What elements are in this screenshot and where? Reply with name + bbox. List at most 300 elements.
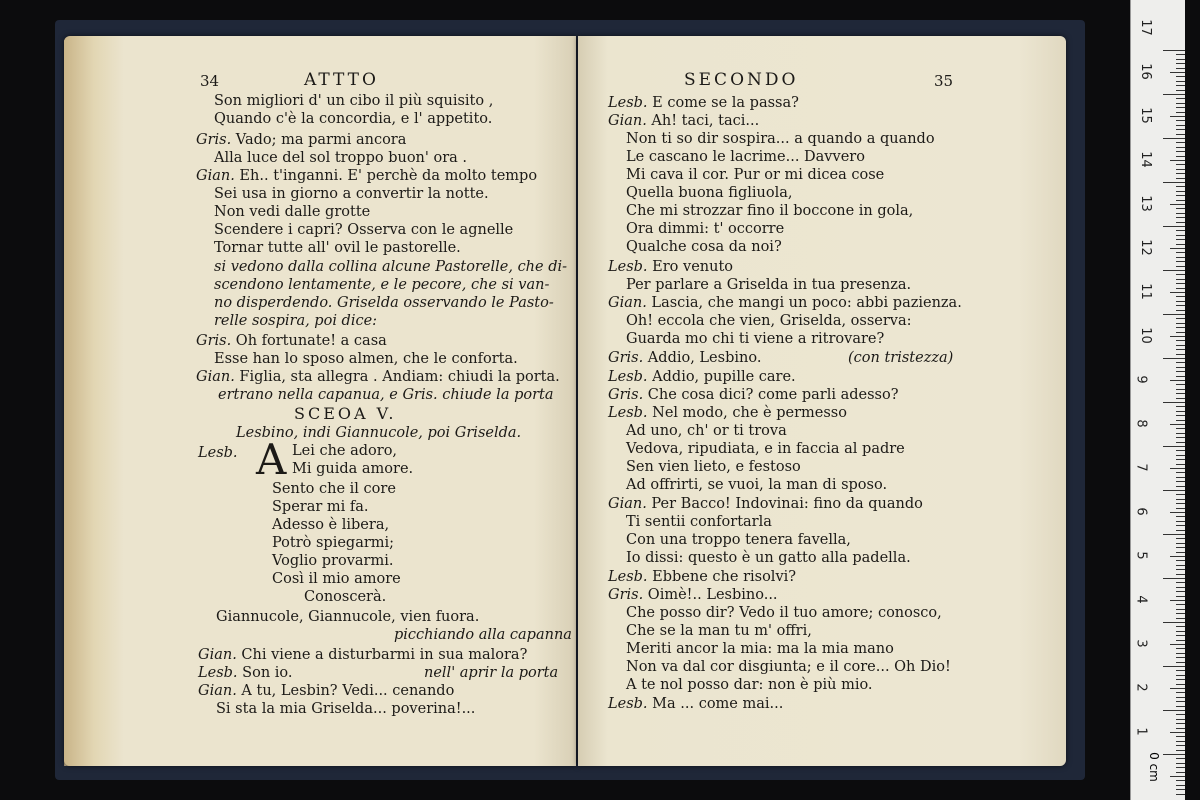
- stage-direction: scendono lentamente, e le pecore, che si van-: [214, 277, 550, 293]
- dialogue-line: [608, 495, 923, 513]
- ruler-tick: [1176, 657, 1185, 658]
- ruler-tick: [1176, 596, 1185, 597]
- ruler-tick: [1176, 789, 1185, 790]
- ruler-tick: [1176, 631, 1185, 632]
- ruler-tick: [1176, 274, 1185, 275]
- verse-line: Con una troppo tenera favella,: [626, 532, 851, 548]
- ruler-tick: [1176, 719, 1185, 720]
- ruler-tick: [1176, 714, 1185, 715]
- speaker-label-lesb: Lesb.: [198, 445, 238, 461]
- ruler-number: 17: [1137, 19, 1153, 36]
- ruler-tick: [1176, 692, 1185, 693]
- ruler-tick: [1176, 569, 1185, 570]
- ruler-tick: [1163, 402, 1185, 403]
- ruler-tick: [1176, 574, 1185, 575]
- ruler-tick: [1176, 763, 1185, 764]
- ruler-tick: [1176, 697, 1185, 698]
- ruler-tick: [1176, 701, 1185, 702]
- ruler-tick: [1163, 490, 1185, 491]
- ruler-tick: [1176, 371, 1185, 372]
- speaker-label: Gris.: [608, 350, 644, 366]
- ruler-tick: [1176, 525, 1185, 526]
- scene-characters: Lesbino, indi Giannucole, poi Griselda.: [236, 425, 522, 441]
- dialogue-line: [608, 404, 847, 422]
- verse-line: Lei che adoro,: [292, 443, 398, 459]
- ruler-tick: [1176, 310, 1185, 311]
- speaker-label: Gris.: [196, 333, 232, 349]
- page-number-left: 34: [200, 72, 220, 90]
- ruler-tick: [1176, 349, 1185, 350]
- verse-line: Io dissi: questo è un gatto alla padella.: [626, 550, 911, 566]
- ruler-tick: [1176, 433, 1185, 434]
- ruler-tick: [1176, 785, 1185, 786]
- ruler-unit-label: 0 cm: [1146, 752, 1161, 782]
- left-page: [64, 36, 576, 766]
- ruler-tick: [1176, 538, 1185, 539]
- speaker-label: Lesb.: [608, 259, 648, 275]
- ruler-tick: [1176, 213, 1185, 214]
- ruler-tick: [1170, 204, 1185, 205]
- ruler-tick: [1176, 780, 1185, 781]
- dialogue-line: [608, 586, 778, 604]
- speech-text: Vado; ma parmi ancora: [231, 132, 407, 148]
- dialogue-line: [608, 349, 761, 367]
- speech-text: Addio, pupille care.: [647, 369, 796, 385]
- ruler-tick: [1176, 459, 1185, 460]
- dialogue-line: [196, 332, 387, 350]
- speech-text: Ma ... come mai...: [647, 696, 784, 712]
- ruler-number: 2: [1133, 683, 1149, 692]
- ruler-tick: [1176, 164, 1185, 165]
- ruler-tick: [1176, 156, 1185, 157]
- ruler-tick: [1176, 98, 1185, 99]
- ruler-tick: [1176, 376, 1185, 377]
- ruler-tick: [1176, 318, 1185, 319]
- speech-text: Eh.. t'inganni. E' perchè da molto tempo: [234, 168, 538, 184]
- speech-text: Ebbene che risolvi?: [647, 569, 797, 585]
- verse-line: Son migliori d' un cibo il più squisito ,: [214, 93, 494, 109]
- dialogue-line: [608, 568, 796, 586]
- verse-line: Ad uno, ch' or ti trova: [626, 423, 787, 439]
- ruler-tick: [1170, 644, 1185, 645]
- dialogue-line: [198, 682, 454, 700]
- speaker-label: Gian.: [608, 113, 647, 129]
- ruler-tick: [1163, 578, 1185, 579]
- speech-text: A tu, Lesbin? Vedi... cenando: [236, 683, 455, 699]
- ruler-number: 6: [1133, 507, 1149, 516]
- ruler-tick: [1176, 582, 1185, 583]
- verse-line: Alla luce del sol troppo buon' ora .: [214, 150, 468, 166]
- ruler-tick: [1176, 745, 1185, 746]
- page-number-right: 35: [934, 72, 954, 90]
- ruler-tick: [1176, 244, 1185, 245]
- drop-cap: A: [256, 435, 287, 484]
- ruler-tick: [1176, 565, 1185, 566]
- ruler-number: 4: [1133, 595, 1149, 604]
- verse-line: Oh! eccola che vien, Griselda, osserva:: [626, 313, 912, 329]
- verse-line: Le cascano le lacrime... Davvero: [626, 149, 865, 165]
- verse-line: A te nol posso dar: non è più mio.: [626, 677, 873, 693]
- speaker-label: Lesb.: [608, 369, 648, 385]
- verse-line: Potrò spiegarmi;: [272, 535, 395, 551]
- ruler-tick: [1176, 521, 1185, 522]
- ruler-tick: [1176, 340, 1185, 341]
- ruler-tick: [1176, 173, 1185, 174]
- ruler-tick: [1176, 591, 1185, 592]
- ruler-tick: [1176, 736, 1185, 737]
- verse-line: Sperar mi fa.: [272, 499, 369, 515]
- ruler-tick: [1176, 147, 1185, 148]
- verse-line: Scendere i capri? Osserva con le agnelle: [214, 222, 514, 238]
- ruler-tick: [1176, 464, 1185, 465]
- ruler-tick: [1163, 534, 1185, 535]
- ruler-number: 15: [1137, 107, 1153, 124]
- ruler-number: 9: [1133, 375, 1149, 384]
- ruler-tick: [1176, 54, 1185, 55]
- ruler-tick: [1176, 750, 1185, 751]
- ruler-tick: [1176, 257, 1185, 258]
- ruler-tick: [1176, 266, 1185, 267]
- ruler-tick: [1176, 415, 1185, 416]
- ruler-tick: [1176, 393, 1185, 394]
- ruler-tick: [1176, 723, 1185, 724]
- ruler-tick: [1176, 794, 1185, 795]
- ruler-number: 10: [1137, 327, 1153, 344]
- ruler-number: 11: [1137, 283, 1153, 300]
- dialogue-line: [608, 112, 759, 130]
- verse-line: Mi guida amore.: [292, 461, 414, 477]
- ruler-tick: [1176, 81, 1185, 82]
- speaker-label: Lesb.: [198, 665, 238, 681]
- verse-line: Che posso dir? Vedo il tuo amore; conosco,: [626, 605, 942, 621]
- verse-line: Sento che il core: [272, 481, 396, 497]
- verse-line: Non vedi dalle grotte: [214, 204, 371, 220]
- verse-line: Meriti ancor la mia: ma la mia mano: [626, 641, 894, 657]
- ruler-tick: [1176, 191, 1185, 192]
- verse-line: Sei usa in giorno a convertir la notte.: [214, 186, 489, 202]
- ruler-tick: [1176, 411, 1185, 412]
- verse-line: Ti sentii confortarla: [626, 514, 772, 530]
- ruler-tick: [1176, 560, 1185, 561]
- ruler-tick: [1176, 609, 1185, 610]
- ruler-tick: [1176, 200, 1185, 201]
- ruler-tick: [1176, 68, 1185, 69]
- ruler-number: 8: [1133, 419, 1149, 428]
- ruler-number: 12: [1137, 239, 1153, 256]
- ruler-number: 1: [1133, 727, 1149, 736]
- ruler-tick: [1163, 182, 1185, 183]
- ruler-tick: [1170, 72, 1185, 73]
- ruler-tick: [1170, 512, 1185, 513]
- speaker-label: Gian.: [198, 647, 237, 663]
- ruler-tick: [1163, 754, 1185, 755]
- ruler-tick: [1176, 450, 1185, 451]
- ruler-tick: [1176, 670, 1185, 671]
- ruler-tick: [1176, 618, 1185, 619]
- ruler-tick: [1176, 679, 1185, 680]
- ruler-tick: [1176, 772, 1185, 773]
- ruler-tick: [1176, 635, 1185, 636]
- ruler-tick: [1170, 292, 1185, 293]
- ruler-tick: [1176, 354, 1185, 355]
- speaker-label: Gian.: [608, 295, 647, 311]
- ruler-tick: [1176, 384, 1185, 385]
- ruler-tick: [1170, 600, 1185, 601]
- ruler-tick: [1176, 59, 1185, 60]
- ruler-number: 13: [1137, 195, 1153, 212]
- ruler-tick: [1176, 345, 1185, 346]
- ruler-tick: [1176, 728, 1185, 729]
- ruler-tick: [1176, 332, 1185, 333]
- ruler-tick: [1176, 758, 1185, 759]
- ruler-tick: [1176, 261, 1185, 262]
- dialogue-line: [608, 386, 898, 404]
- ruler-tick: [1176, 279, 1185, 280]
- ruler-tick: [1176, 684, 1185, 685]
- ruler-tick: [1170, 776, 1185, 777]
- stage-direction: picchiando alla capanna: [394, 627, 572, 643]
- ruler-tick: [1176, 741, 1185, 742]
- ruler-tick: [1176, 362, 1185, 363]
- ruler-tick: [1176, 230, 1185, 231]
- verse-line: Non va dal cor disgiunta; e il core... Oh Dio!: [626, 659, 951, 675]
- stage-direction: ertrano nella capanua, e Gris. chiude la porta: [218, 387, 554, 403]
- verse-line: Quando c'è la concordia, e l' appetito.: [214, 111, 493, 127]
- dialogue-line: [196, 131, 406, 149]
- speech-text: E come se la passa?: [647, 95, 799, 111]
- ruler-tick: [1176, 481, 1185, 482]
- ruler-tick: [1170, 732, 1185, 733]
- ruler-tick: [1163, 50, 1185, 51]
- ruler-tick: [1176, 129, 1185, 130]
- dialogue-line: [608, 695, 783, 713]
- speaker-label: Gris.: [196, 132, 232, 148]
- speaker-label: Lesb.: [608, 696, 648, 712]
- speaker-label: Lesb.: [608, 569, 648, 585]
- ruler-tick: [1176, 169, 1185, 170]
- verse-line: Ad offrirti, se vuoi, la man di sposo.: [626, 477, 888, 493]
- verse-line: Tornar tutte all' ovil le pastorelle.: [214, 240, 461, 256]
- ruler-tick: [1170, 468, 1185, 469]
- speech-text: Nel modo, che è permesso: [647, 405, 847, 421]
- ruler-tick: [1176, 437, 1185, 438]
- ruler-tick: [1163, 226, 1185, 227]
- ruler-tick: [1176, 305, 1185, 306]
- ruler-tick: [1176, 125, 1185, 126]
- verse-line: Che se la man tu m' offri,: [626, 623, 812, 639]
- ruler-tick: [1163, 666, 1185, 667]
- stage-direction: no disperdendo. Griselda osservando le Pasto-: [214, 295, 554, 311]
- speech-text: Ero venuto: [647, 259, 734, 275]
- ruler-tick: [1176, 112, 1185, 113]
- ruler-tick: [1170, 336, 1185, 337]
- ruler-tick: [1163, 446, 1185, 447]
- ruler-tick: [1163, 622, 1185, 623]
- speaker-label: Gian.: [196, 168, 235, 184]
- verse-line: Non ti so dir sospira... a quando a quando: [626, 131, 935, 147]
- verse-line: Mi cava il cor. Pur or mi dicea cose: [626, 167, 885, 183]
- ruler-tick: [1176, 103, 1185, 104]
- ruler-tick: [1176, 477, 1185, 478]
- ruler-tick: [1176, 640, 1185, 641]
- running-header-left: ATTTO: [304, 70, 379, 90]
- ruler-tick: [1176, 486, 1185, 487]
- ruler-tick: [1176, 613, 1185, 614]
- stage-direction: (con tristezza): [848, 350, 954, 366]
- ruler-tick: [1176, 323, 1185, 324]
- ruler-tick: [1170, 248, 1185, 249]
- verse-line: Per parlare a Griselda in tua presenza.: [626, 277, 912, 293]
- ruler-tick: [1176, 235, 1185, 236]
- ruler-number: 16: [1137, 63, 1153, 80]
- speech-text: Ah! taci, taci...: [646, 113, 760, 129]
- ruler-tick: [1170, 556, 1185, 557]
- ruler-tick: [1176, 195, 1185, 196]
- dialogue-line: [608, 368, 796, 386]
- ruler-tick: [1176, 516, 1185, 517]
- dialogue-line: [198, 646, 527, 664]
- ruler-tick: [1176, 151, 1185, 152]
- verse-line: Che mi strozzar fino il boccone in gola,: [626, 203, 914, 219]
- ruler-tick: [1176, 222, 1185, 223]
- ruler-tick: [1176, 327, 1185, 328]
- ruler-tick: [1176, 142, 1185, 143]
- ruler-tick: [1163, 710, 1185, 711]
- verse-line: Voglio provarmi.: [272, 553, 394, 569]
- ruler-tick: [1176, 239, 1185, 240]
- dialogue-line: [608, 258, 733, 276]
- ruler-tick: [1176, 76, 1185, 77]
- ruler-number: 14: [1137, 151, 1153, 168]
- ruler-tick: [1176, 288, 1185, 289]
- speaker-label: Lesb.: [608, 95, 648, 111]
- ruler-tick: [1176, 675, 1185, 676]
- ruler-tick: [1176, 85, 1185, 86]
- ruler-tick: [1176, 552, 1185, 553]
- ruler-tick: [1176, 120, 1185, 121]
- ruler-tick: [1176, 90, 1185, 91]
- verse-line: Conoscerà.: [304, 589, 387, 605]
- ruler-tick: [1176, 626, 1185, 627]
- verse-line: Giannucole, Giannucole, vien fuora.: [216, 609, 480, 625]
- stage-direction: relle sospira, poi dice:: [214, 313, 378, 329]
- speaker-label: Gris.: [608, 587, 644, 603]
- speech-text: Oimè!.. Lesbino...: [643, 587, 778, 603]
- speaker-label: Gian.: [608, 496, 647, 512]
- measuring-ruler: [1130, 0, 1185, 800]
- ruler-tick: [1176, 178, 1185, 179]
- ruler-tick: [1176, 706, 1185, 707]
- speech-text: Per Bacco! Indovinai: fino da quando: [646, 496, 923, 512]
- stage-direction: si vedono dalla collina alcune Pastorelle, che di-: [214, 259, 568, 275]
- ruler-tick: [1176, 442, 1185, 443]
- ruler-tick: [1176, 508, 1185, 509]
- ruler-tick: [1176, 767, 1185, 768]
- ruler-tick: [1170, 116, 1185, 117]
- ruler-tick: [1170, 688, 1185, 689]
- dialogue-line: [196, 368, 560, 386]
- ruler-tick: [1176, 543, 1185, 544]
- speech-text: Figlia, sta allegra . Andiam: chiudi la porta.: [234, 369, 560, 385]
- speaker-label: Gris.: [608, 387, 644, 403]
- ruler-tick: [1176, 296, 1185, 297]
- ruler-tick: [1176, 428, 1185, 429]
- ruler-tick: [1176, 301, 1185, 302]
- verse-line: Ora dimmi: t' occorre: [626, 221, 785, 237]
- ruler-tick: [1176, 389, 1185, 390]
- ruler-tick: [1176, 283, 1185, 284]
- speech-text: Son io.: [237, 665, 293, 681]
- verse-line: Esse han lo sposo almen, che le conforta.: [214, 351, 518, 367]
- verse-line: Quella buona figliuola,: [626, 185, 793, 201]
- ruler-tick: [1176, 107, 1185, 108]
- dialogue-line: [198, 664, 293, 682]
- speaker-label: Gian.: [196, 369, 235, 385]
- ruler-tick: [1163, 138, 1185, 139]
- verse-line: Vedova, ripudiata, e in faccia al padre: [626, 441, 905, 457]
- ruler-tick: [1176, 406, 1185, 407]
- ruler-tick: [1176, 367, 1185, 368]
- ruler-tick: [1176, 499, 1185, 500]
- speech-text: Addio, Lesbino.: [643, 350, 762, 366]
- ruler-tick: [1176, 503, 1185, 504]
- ruler-tick: [1163, 314, 1185, 315]
- ruler-tick: [1170, 160, 1185, 161]
- dialogue-line: [608, 94, 799, 112]
- ruler-tick: [1176, 420, 1185, 421]
- speech-text: Lascia, che mangi un poco: abbi pazienza.: [646, 295, 962, 311]
- ruler-tick: [1163, 270, 1185, 271]
- speech-text: Chi viene a disturbarmi in sua malora?: [236, 647, 528, 663]
- verse-line: Si sta la mia Griselda... poverina!...: [216, 701, 476, 717]
- verse-line: Qualche cosa da noi?: [626, 239, 782, 255]
- ruler-tick: [1170, 380, 1185, 381]
- dialogue-line: [196, 167, 537, 185]
- speaker-label: Lesb.: [608, 405, 648, 421]
- ruler-tick: [1163, 94, 1185, 95]
- ruler-tick: [1163, 358, 1185, 359]
- scene-heading: SCEOA V.: [294, 404, 397, 423]
- ruler-tick: [1176, 662, 1185, 663]
- speaker-label: Gian.: [198, 683, 237, 699]
- ruler-tick: [1176, 134, 1185, 135]
- ruler-number: 3: [1133, 639, 1149, 648]
- ruler-tick: [1176, 208, 1185, 209]
- ruler-number: 5: [1133, 551, 1149, 560]
- ruler-tick: [1176, 455, 1185, 456]
- ruler-tick: [1176, 63, 1185, 64]
- ruler-tick: [1176, 653, 1185, 654]
- verse-line: Sen vien lieto, e festoso: [626, 459, 801, 475]
- verse-line: Guarda mo chi ti viene a ritrovare?: [626, 331, 885, 347]
- ruler-tick: [1176, 530, 1185, 531]
- ruler-tick: [1176, 648, 1185, 649]
- stage-direction: nell' aprir la porta: [424, 665, 559, 681]
- verse-line: Così il mio amore: [272, 571, 401, 587]
- ruler-tick: [1176, 398, 1185, 399]
- dialogue-line: [608, 294, 962, 312]
- ruler-tick: [1176, 472, 1185, 473]
- ruler-tick: [1170, 424, 1185, 425]
- ruler-tick: [1176, 587, 1185, 588]
- ruler-tick: [1176, 186, 1185, 187]
- running-header-right: SECONDO: [684, 70, 799, 90]
- speech-text: Che cosa dici? come parli adesso?: [643, 387, 899, 403]
- right-page: [578, 36, 1066, 766]
- ruler-number: 7: [1133, 463, 1149, 472]
- ruler-tick: [1176, 217, 1185, 218]
- ruler-tick: [1176, 252, 1185, 253]
